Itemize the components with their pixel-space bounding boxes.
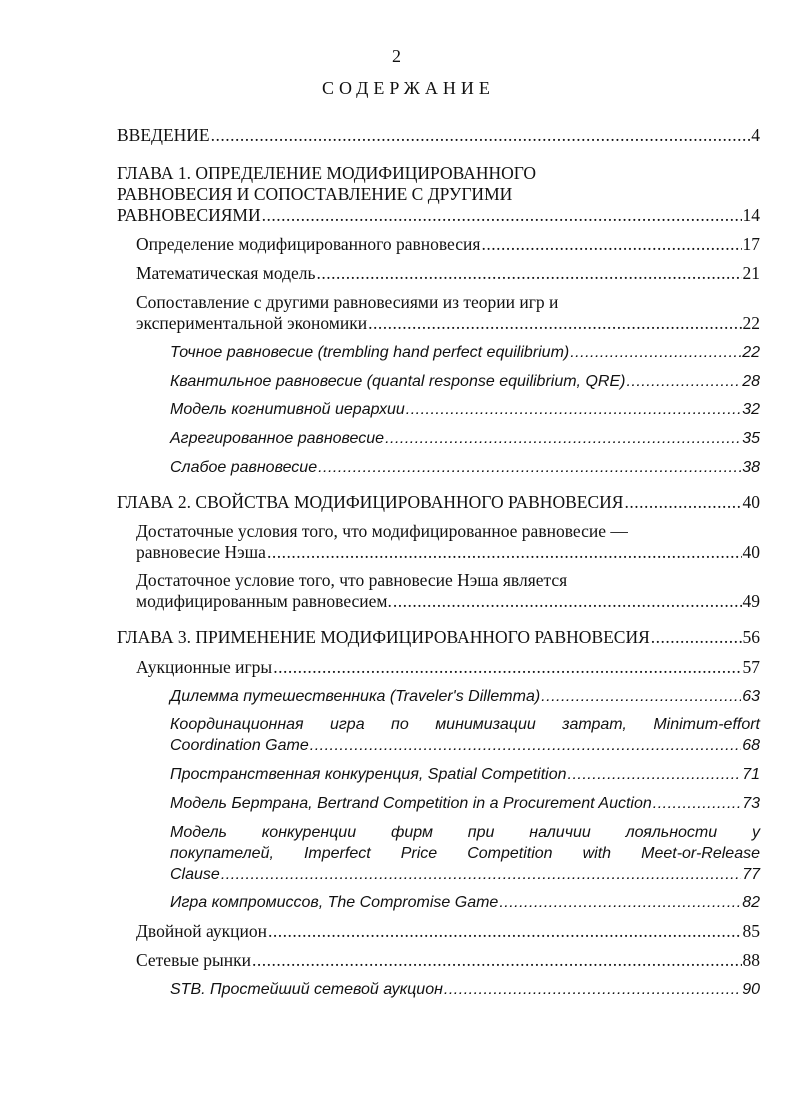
dot-leader bbox=[316, 263, 741, 284]
toc-entry-sufficient-condition-nash[interactable] bbox=[136, 570, 760, 612]
toc-entry-text: Достаточные условия того, что модифицированное равновесие — bbox=[136, 521, 628, 541]
toc-page-number: 57 bbox=[742, 657, 760, 677]
toc-page-number: 63 bbox=[742, 688, 760, 705]
dot-leader bbox=[444, 979, 741, 1000]
dot-leader bbox=[481, 234, 741, 255]
toc-entry-text: ВВЕДЕНИЕ bbox=[117, 125, 210, 145]
toc-entry-text: Координационная игра по минимизации затрат, Minimum-effort bbox=[170, 716, 760, 733]
toc-entry-chapter-2[interactable] bbox=[117, 492, 760, 513]
toc-page-number: 49 bbox=[742, 591, 760, 611]
toc-entry-text: Слабое равновесие bbox=[170, 459, 318, 476]
toc-entry-text: Модель конкуренции фирм при наличии лояльности у bbox=[170, 824, 760, 841]
toc-entry-text: модифицированным равновесием. bbox=[136, 591, 392, 611]
toc-entry-stb[interactable] bbox=[170, 979, 760, 1000]
toc-page-number: 35 bbox=[742, 430, 760, 447]
toc-entry-text: РАВНОВЕСИЯМИ bbox=[117, 205, 261, 225]
dot-leader bbox=[570, 342, 741, 363]
toc-page-number: 71 bbox=[742, 766, 760, 783]
toc-entry-text: Игра компромиссов, The Compromise Game bbox=[170, 894, 499, 911]
toc-entry-text: Дилемма путешественника (Traveler's Dillemma) bbox=[170, 688, 541, 705]
dot-leader bbox=[499, 892, 741, 913]
toc-entry-text: Пространственная конкуренция, Spatial Competition bbox=[170, 766, 567, 783]
dot-leader bbox=[568, 764, 742, 785]
toc-entry-text: Двойной аукцион bbox=[136, 921, 268, 941]
dot-leader bbox=[318, 457, 741, 478]
toc-page-number: 28 bbox=[742, 373, 760, 390]
dot-leader bbox=[262, 205, 742, 226]
toc-page-number: 40 bbox=[742, 492, 760, 512]
toc-page-number: 38 bbox=[742, 459, 760, 476]
dot-leader bbox=[268, 921, 741, 942]
toc-page-number: 22 bbox=[742, 313, 760, 333]
toc-entry-math-model[interactable] bbox=[136, 263, 760, 284]
toc-title: СОДЕРЖАНИЕ bbox=[322, 78, 495, 98]
toc-page-number: 73 bbox=[742, 795, 760, 812]
toc-entry-text: Агрегированное равновесие bbox=[170, 430, 385, 447]
dot-leader bbox=[651, 627, 742, 648]
toc-entry-bertrand[interactable] bbox=[170, 793, 760, 814]
dot-leader bbox=[626, 371, 741, 392]
toc-page-number: 56 bbox=[742, 627, 760, 647]
dot-leader bbox=[406, 399, 741, 420]
toc-entry-definition[interactable] bbox=[136, 234, 760, 255]
toc-entry-text: Аукционные игры bbox=[136, 657, 273, 677]
toc-entry-compromise-game[interactable] bbox=[170, 892, 760, 913]
toc-entry-text: STB. Простейший сетевой аукцион bbox=[170, 981, 443, 998]
toc-entry-cognitive-hierarchy[interactable] bbox=[170, 399, 760, 420]
toc-page-number: 40 bbox=[742, 542, 760, 562]
toc-entry-text: равновесие Нэша bbox=[136, 542, 266, 562]
dot-leader bbox=[310, 735, 741, 756]
toc-page-number: 22 bbox=[742, 344, 760, 361]
dot-leader bbox=[541, 686, 741, 707]
dot-leader bbox=[624, 492, 741, 513]
toc-page-number: 90 bbox=[742, 981, 760, 998]
dot-leader bbox=[267, 542, 742, 563]
dot-leader bbox=[252, 950, 742, 971]
toc-entry-text: Coordination Game bbox=[170, 737, 309, 754]
toc-entry-text: Математическая модель bbox=[136, 263, 316, 283]
toc-entry-text: ГЛАВА 1. ОПРЕДЕЛЕНИЕ МОДИФИЦИРОВАННОГО bbox=[117, 163, 537, 183]
toc-entry-text: Модель Бертрана, Bertrand Competition in a Procurement Auction bbox=[170, 795, 652, 812]
toc-entry-text: ГЛАВА 2. СВОЙСТВА МОДИФИЦИРОВАННОГО РАВНОВЕСИЯ bbox=[117, 492, 624, 512]
toc-entry-comparison[interactable] bbox=[136, 292, 760, 334]
toc-entry-text: Достаточное условие того, что равновесие Нэша является bbox=[136, 570, 568, 590]
toc-page-number: 82 bbox=[742, 894, 760, 911]
toc-entry-text: Сетевые рынки bbox=[136, 950, 251, 970]
toc-entry-text: Определение модифицированного равновесия bbox=[136, 234, 481, 254]
toc-entry-network-markets[interactable] bbox=[136, 950, 760, 971]
toc-entry-introduction[interactable] bbox=[117, 125, 760, 146]
toc-entry-weak[interactable] bbox=[170, 457, 760, 478]
toc-entry-double-auction[interactable] bbox=[136, 921, 760, 942]
toc-entry-text: ГЛАВА 3. ПРИМЕНЕНИЕ МОДИФИЦИРОВАННОГО РАВНОВЕСИЯ bbox=[117, 627, 650, 647]
toc-page-number: 14 bbox=[742, 205, 760, 225]
toc-page-number: 88 bbox=[742, 950, 760, 970]
toc-entry-trembling-hand[interactable] bbox=[170, 342, 760, 363]
toc-entry-chapter-3[interactable] bbox=[117, 627, 760, 648]
toc-entry-travelers-dilemma[interactable] bbox=[170, 686, 760, 707]
toc-entry-text: Clause bbox=[170, 866, 220, 883]
dot-leader bbox=[221, 864, 741, 885]
dot-leader bbox=[385, 428, 741, 449]
toc-entry-minimum-effort[interactable] bbox=[170, 714, 760, 756]
toc-entry-text: РАВНОВЕСИЯ И СОПОСТАВЛЕНИЕ С ДРУГИМИ bbox=[117, 184, 513, 204]
toc-page-number: 4 bbox=[751, 125, 760, 145]
toc-entry-text: покупателей, Imperfect Price Competition with Meet-or-Release bbox=[170, 845, 760, 862]
dot-leader bbox=[393, 591, 742, 612]
toc-entry-text: Точное равновесие (trembling hand perfect equilibrium) bbox=[170, 344, 570, 361]
toc-page-number: 32 bbox=[742, 401, 760, 418]
toc-page-number: 21 bbox=[742, 263, 760, 283]
toc-entry-imperfect-price[interactable] bbox=[170, 822, 760, 885]
toc-entry-spatial-competition[interactable] bbox=[170, 764, 760, 785]
dot-leader bbox=[368, 313, 741, 334]
toc-page-number: 17 bbox=[742, 234, 760, 254]
dot-leader bbox=[273, 657, 741, 678]
dot-leader bbox=[211, 125, 751, 146]
toc-entry-auction-games[interactable] bbox=[136, 657, 760, 678]
toc-entry-text: Модель когнитивной иерархии bbox=[170, 401, 405, 418]
toc-page-number: 85 bbox=[742, 921, 760, 941]
toc-entry-qre[interactable] bbox=[170, 371, 760, 392]
toc-entry-text: экспериментальной экономики bbox=[136, 313, 368, 333]
toc-entry-text: Квантильное равновесие (quantal response equilibrium, QRE) bbox=[170, 373, 626, 390]
toc-page-number: 68 bbox=[742, 737, 760, 754]
toc-entry-aggregated[interactable] bbox=[170, 428, 760, 449]
toc-page-number: 77 bbox=[742, 866, 760, 883]
toc-entry-text: Сопоставление с другими равновесиями из теории игр и bbox=[136, 292, 559, 312]
toc-entry-chapter-1[interactable] bbox=[117, 163, 760, 226]
toc-entry-sufficient-conditions[interactable] bbox=[136, 521, 760, 563]
page-number: 2 bbox=[392, 46, 401, 66]
dot-leader bbox=[653, 793, 741, 814]
